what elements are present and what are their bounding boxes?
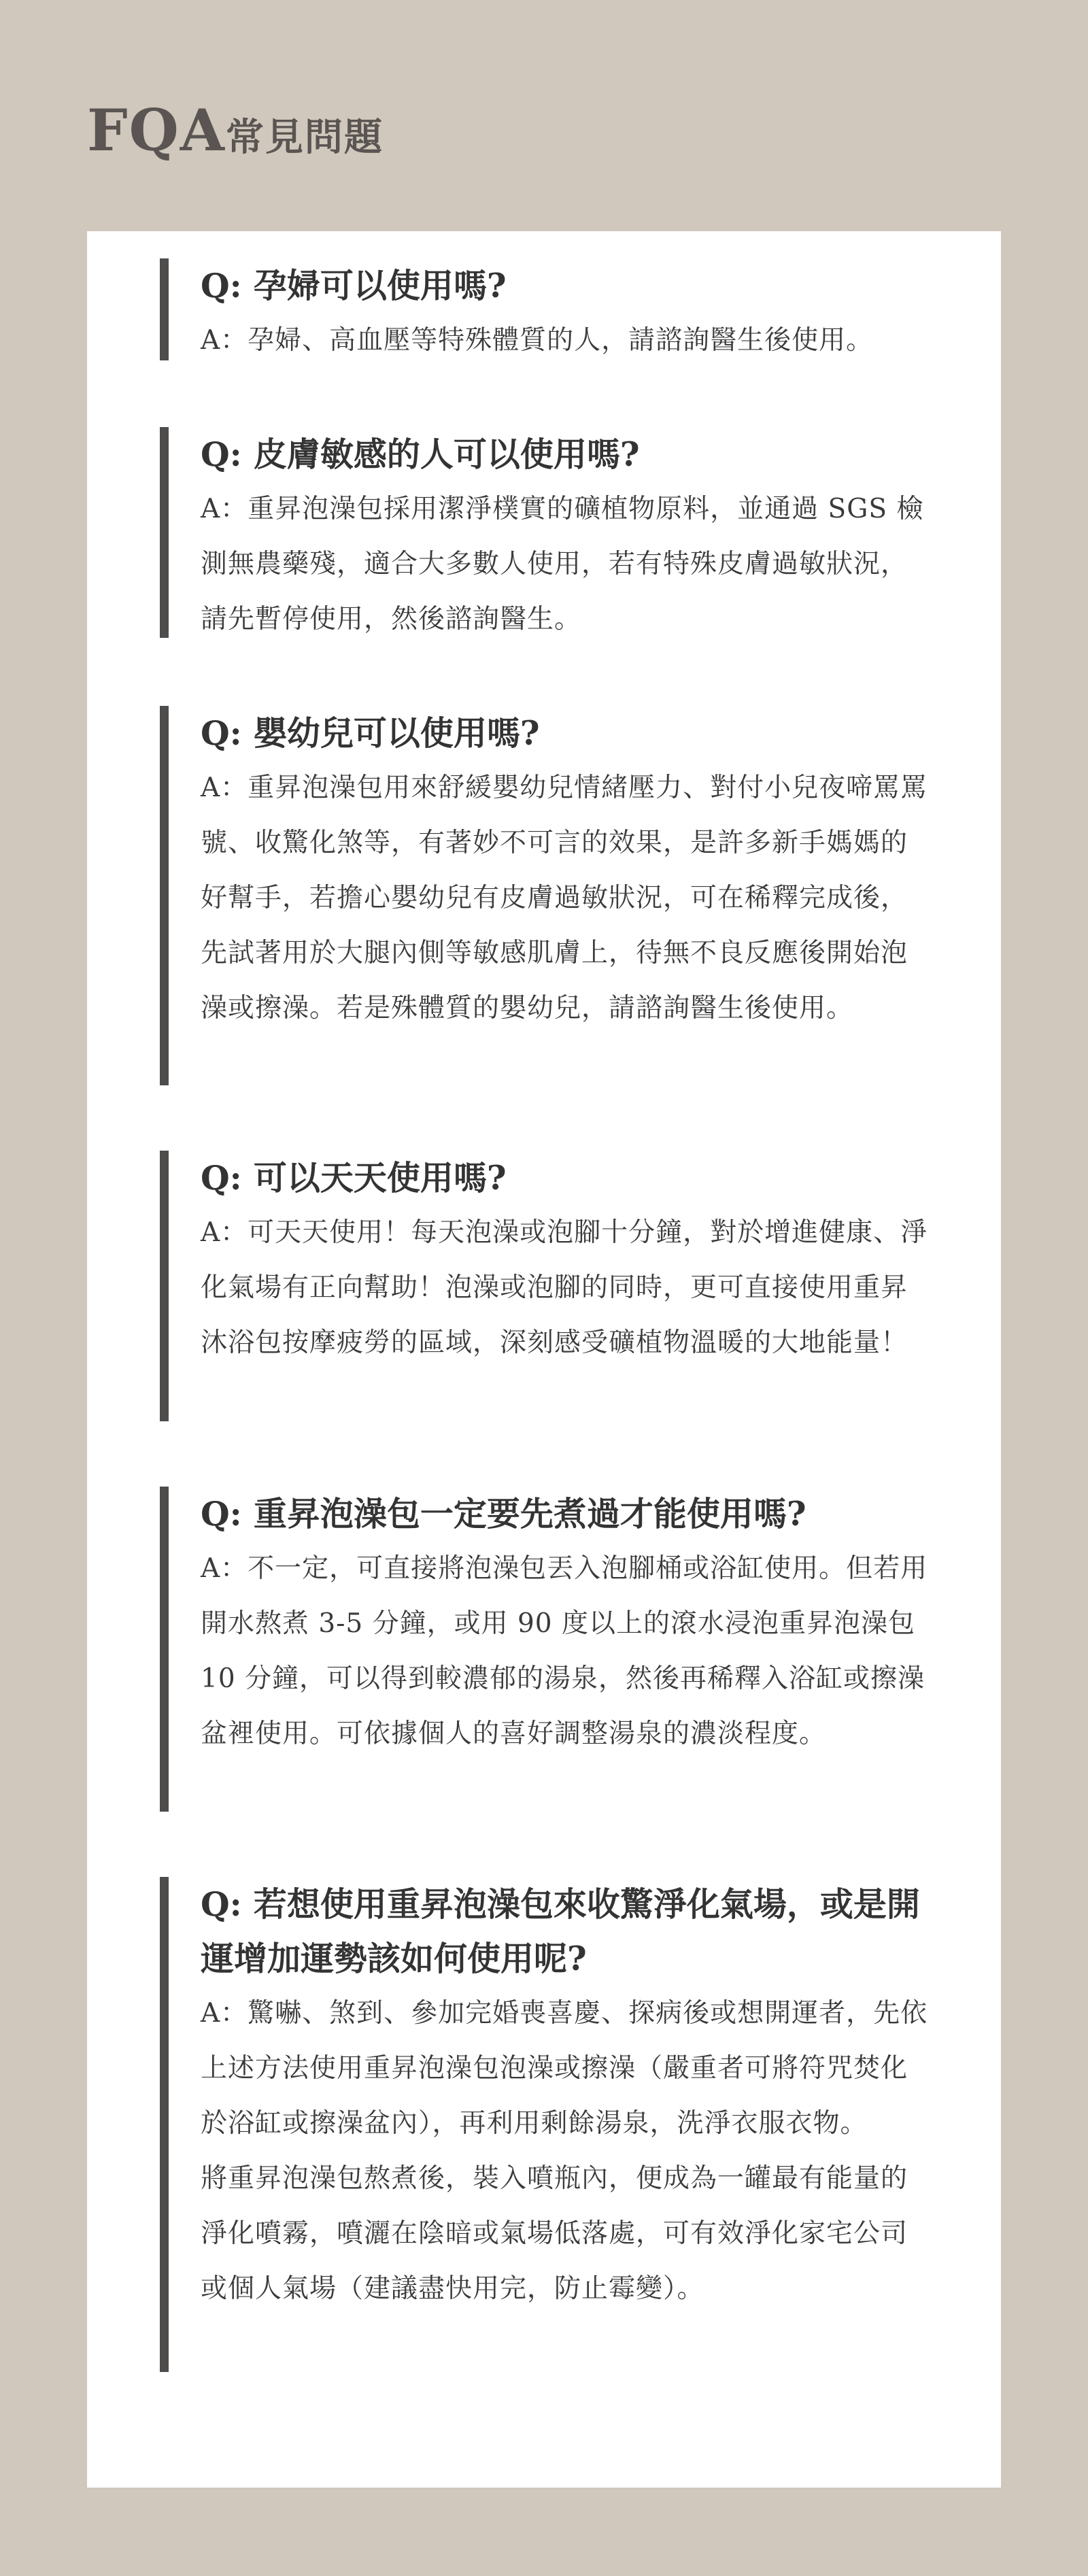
faq-item-infants (160, 706, 928, 1085)
faq-answer (201, 1205, 928, 1370)
faq-answer (201, 760, 928, 1036)
faq-question: Q: 可以天天使用嗎? (201, 1158, 507, 1198)
faq-answer-paragraph: A：重昇泡澡包用來舒緩嬰幼兒情緒壓力、對付小兒夜啼罵罵號、收驚化煞等，有著妙不可言的效果，是許多新手媽媽的好幫手，若擔心嬰幼兒有皮膚過敏狀況，可在稀釋完成後，先試著用於大腿內側等敏感肌膚上，待無不良反應後開始泡澡或擦澡。若是殊體質的嬰幼兒，請諮詢醫生後使用。 (201, 773, 928, 1023)
faq-item-pregnant (160, 258, 928, 360)
faq-item-sensitive-skin (160, 427, 928, 638)
faq-question: Q: 重昇泡澡包一定要先煮過才能使用嗎? (201, 1494, 806, 1533)
faq-answer (201, 481, 928, 647)
page-title-latin: FQA (87, 97, 226, 164)
faq-item-daily-use (160, 1151, 928, 1421)
faq-answer (201, 313, 928, 368)
faq-question: Q: 孕婦可以使用嗎? (201, 266, 507, 305)
faq-answer (201, 1986, 928, 2316)
faq-answer-paragraph: A：孕婦、高血壓等特殊體質的人，請諮詢醫生後使用。 (201, 325, 874, 356)
faq-answer-paragraph: A：驚嚇、煞到、參加完婚喪喜慶、探病後或想開運者，先依上述方法使用重昇泡澡包泡澡或擦澡（嚴重者可將符咒焚化於浴缸或擦澡盆內），再利用剩餘湯泉，洗淨衣服衣物。 (201, 1998, 928, 2139)
faq-answer-paragraph: A：不一定，可直接將泡澡包丟入泡腳桶或浴缸使用。但若用開水熬煮 3-5 分鐘，或用 90 度以上的滾水浸泡重昇泡澡包 10 分鐘，可以得到較濃郁的湯泉，然後再稀釋入浴缸或擦澡盆裡使用。可依據個人的喜好調整湯泉的濃淡程度。 (201, 1553, 928, 1749)
faq-question: Q: 若想使用重昇泡澡包來收驚淨化氣場，或是開運增加運勢該如何使用呢? (201, 1884, 920, 1978)
faq-item-boiling (160, 1487, 928, 1812)
faq-question: Q: 皮膚敏感的人可以使用嗎? (201, 435, 640, 474)
faq-answer (201, 1541, 928, 1761)
faq-answer-paragraph: A：重昇泡澡包採用潔淨樸實的礦植物原料，並通過 SGS 檢測無農藥殘，適合大多數人使用，若有特殊皮膚過敏狀況，請先暫停使用，然後諮詢醫生。 (201, 494, 924, 634)
faq-question: Q: 嬰幼兒可以使用嗎? (201, 713, 540, 753)
faq-answer-paragraph: 將重昇泡澡包熬煮後，裝入噴瓶內，便成為一罐最有能量的淨化噴霧，噴灑在陰暗或氣場低落處，可有效淨化家宅公司或個人氣場（建議盡快用完，防止霉變）。 (201, 2163, 908, 2304)
faq-answer-paragraph: A：可天天使用！每天泡澡或泡腳十分鐘，對於增進健康、淨化氣場有正向幫助！泡澡或泡腳的同時，更可直接使用重昇沐浴包按摩疲勞的區域，深刻感受礦植物溫暖的大地能量！ (201, 1217, 928, 1358)
faq-item-purification (160, 1877, 928, 2372)
faq-card (87, 231, 1001, 2488)
page-title-cjk: 常見問題 (225, 115, 384, 160)
page-title (87, 97, 384, 164)
